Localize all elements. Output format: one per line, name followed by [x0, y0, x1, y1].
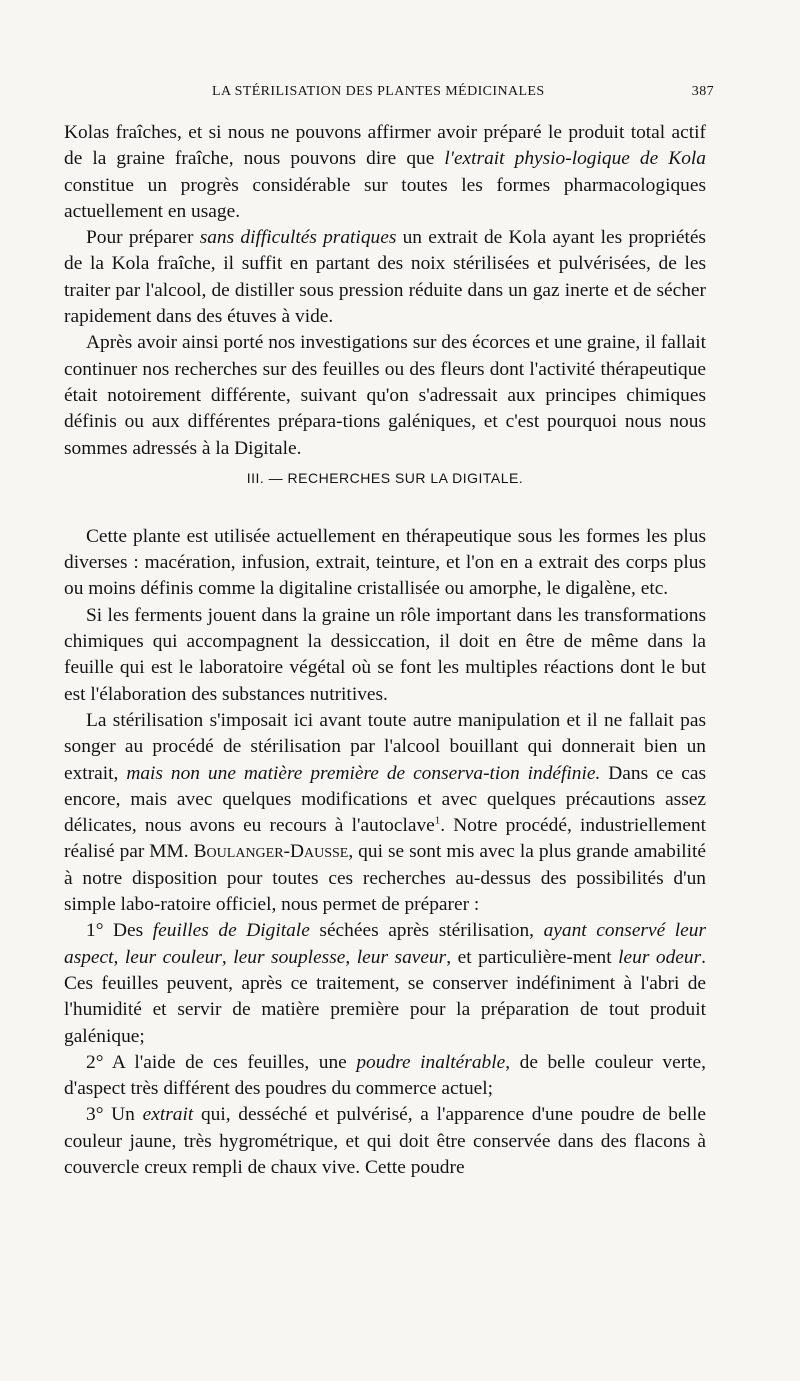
italic-run: mais non une matière première de conserva-tion indéfinie.	[126, 762, 601, 784]
paragraph-ferments: Si les ferments jouent dans la graine un rôle important dans les transformations chimiques qui accompagnent la dessiccation, il doit en être de même dans la feuille qui est le laboratoire végétal où se font les multiples réactions dont le but est l'élaboration des substances nutritives.	[64, 604, 706, 705]
text-run: , et particulière-ment	[446, 946, 619, 968]
text-run: Kolas fraîches, et si nous ne pouvons affirmer avoir préparé le produit total actif de la graine fraîche, nous pouvons dire que	[64, 122, 706, 170]
text-run: La stérilisation s'imposait ici avant toute autre manipulation et il ne fallait pas songer au procédé de stérilisation par l'alcool bouillant qui donnerait bien un extrait,	[64, 709, 706, 784]
italic-run: leur odeur	[618, 946, 702, 968]
italic-run: poudre inaltérable	[356, 1051, 506, 1073]
italic-run: leur souplesse	[233, 946, 346, 968]
italic-run: leur saveur	[356, 946, 447, 968]
item-number: 2°	[86, 1051, 104, 1073]
text-run: Un	[103, 1104, 143, 1126]
text-run: ,	[221, 946, 234, 968]
section-heading: III. — RECHERCHES SUR LA DIGITALE.	[246, 469, 524, 486]
text-run: A l'aide de ces feuilles, une	[103, 1051, 357, 1073]
text-run: Des	[103, 920, 153, 942]
list-item-2	[64, 1050, 706, 1103]
paragraph-kola-conclusion	[64, 120, 706, 225]
italic-run: leur couleur	[124, 946, 222, 968]
text-run: . Ces feuilles peuvent, après ce traitement, se conserver indéfiniment à l'abri de l'humidité et servir de matière première pour la préparation de tout produit galénique;	[64, 946, 706, 1047]
italic-run: extrait	[142, 1104, 194, 1126]
text-run: . Notre procédé, industriellement réalisé par MM.	[64, 815, 706, 863]
text-run: Pour préparer	[86, 227, 200, 249]
italic-run: feuilles de Digitale	[152, 920, 310, 942]
paragraph-kola-extract	[64, 225, 706, 330]
text-run: , de belle couleur verte, d'aspect très différent des poudres du commerce actuel;	[64, 1051, 707, 1100]
text-run: ,	[345, 946, 357, 968]
page-number: 387	[691, 84, 714, 99]
italic-run: l'extrait physio-logique de Kola	[444, 148, 707, 170]
text-run: qui, desséché et pulvérisé, a l'apparence d'une poudre de belle couleur jaune, très hygrométrique, et qui doit être conservée dans des flacons à couvercle creux rempli de chaux vive. Cette poudre	[64, 1104, 706, 1178]
text-run: ,	[113, 946, 125, 968]
paragraph-digitale-forms: Cette plante est utilisée actuellement en thérapeutique sous les formes les plus diverses : macération, infusion, extrait, teinture, et l'on en a extrait des corps plus ou moins définis comme la digitaline cristallisée ou amorphe, le digalène, etc.	[64, 525, 706, 600]
body-text	[64, 120, 706, 1181]
italic-run: sans difficultés pratiques	[199, 227, 397, 249]
item-number: 3°	[86, 1104, 104, 1126]
list-item-3	[64, 1102, 706, 1181]
running-title: LA STÉRILISATION DES PLANTES MÉDICINALES	[212, 84, 545, 99]
text-run: séchées après stérilisation,	[309, 920, 544, 942]
text-run: Dans ce cas encore, mais avec quelques modifications et avec quelques précautions assez délicates, nous avons eu recours à l'autoclave	[64, 762, 706, 837]
text-run: , qui se sont mis avec la plus grande amabilité à notre disposition pour toutes ces recherches au-dessus des possibilités d'un simple labo-ratoire officiel, nous permet de préparer :	[64, 841, 707, 916]
text-run: un extrait de Kola ayant les propriétés de la Kola fraîche, il suffit en partant des noix stérilisées et pulvérisées, de les traiter par l'alcool, de distiller sous pression réduite dans un gaz inerte et de sécher rapidement dans des étuves à vide.	[64, 227, 706, 328]
list-item-1	[64, 918, 706, 1049]
running-header	[64, 84, 714, 108]
item-number: 1°	[86, 920, 104, 942]
company-name: Boulanger-Dausse	[193, 841, 349, 863]
paragraph-sterilisation	[64, 708, 706, 918]
italic-run: ayant conservé leur aspect	[64, 920, 707, 968]
paragraph-investigations: Après avoir ainsi porté nos investigations sur des écorces et une graine, il fallait continuer nos recherches sur des feuilles ou des fleurs dont l'activité thérapeutique était notoirement différente, suivant qu'on s'adressait aux principes chimiques définis ou aux différentes prépara-tions galéniques, et c'est pourquoi nous nous sommes adressés à la Digitale.	[64, 332, 706, 459]
text-run: constitue un progrès considérable sur toutes les formes pharmacologiques actuellement en usage.	[64, 174, 706, 222]
footnote-ref: 1	[434, 814, 441, 827]
